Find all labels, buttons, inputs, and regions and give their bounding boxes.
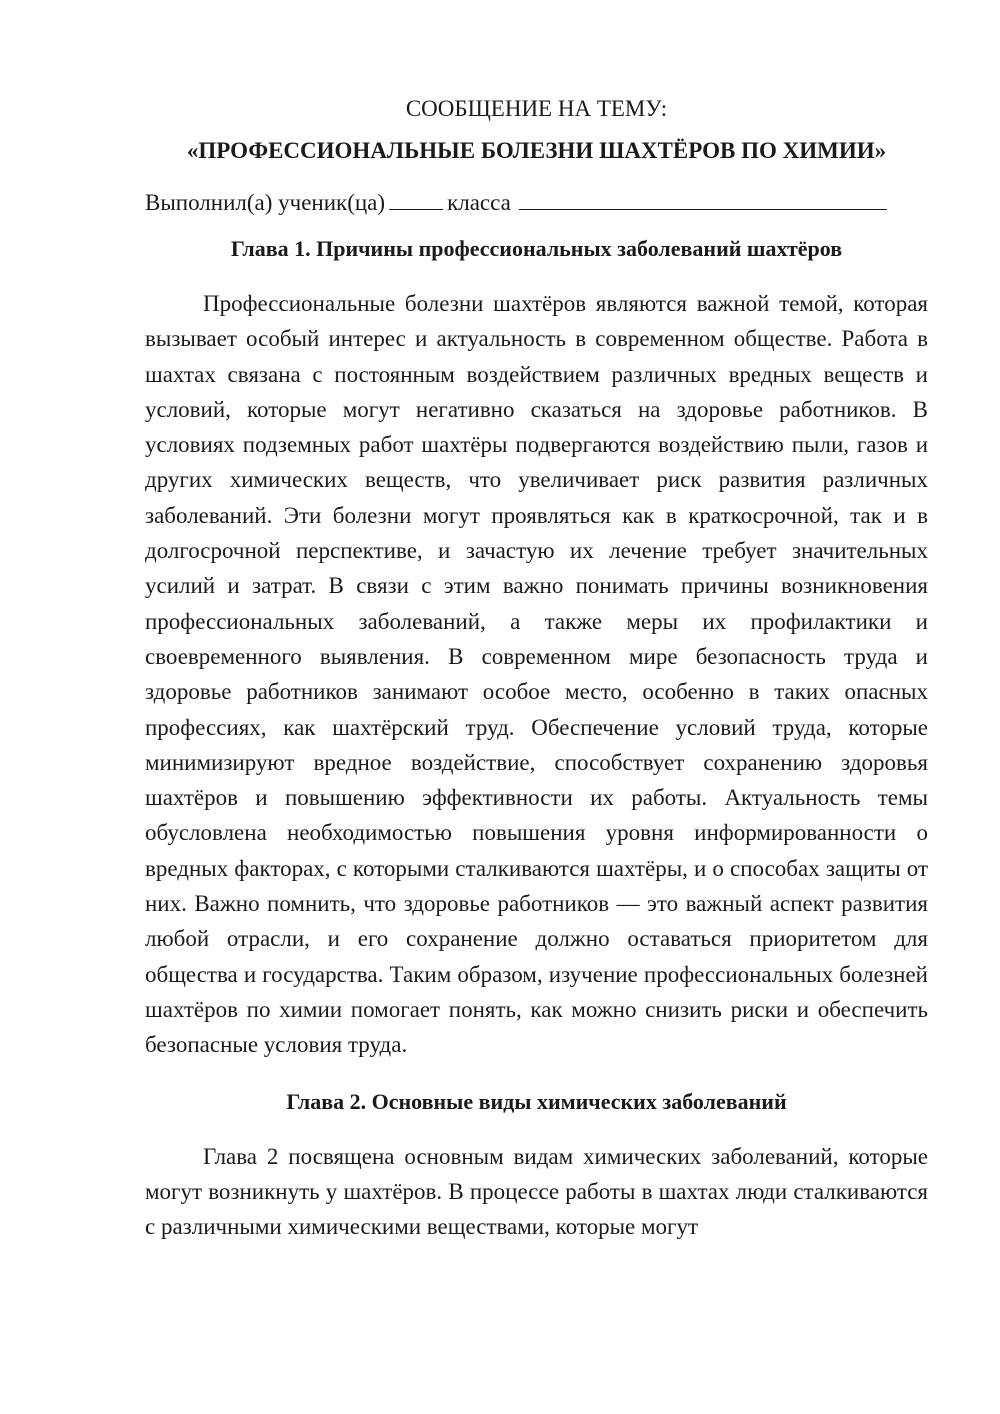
document-title: «ПРОФЕССИОНАЛЬНЫЕ БОЛЕЗНИ ШАХТЁРОВ ПО ХИМИИ» xyxy=(186,138,887,163)
author-label: Выполнил(а) ученик(ца) xyxy=(145,190,386,215)
chapter-1-title: Глава 1. Причины профессиональных заболеваний шахтёров xyxy=(230,236,843,261)
student-name-blank xyxy=(519,189,887,210)
chapter-1-paragraph: Профессиональные болезни шахтёров являются важной темой, которая вызывает особый интерес и актуальность в современном обществе. Работа в шахтах связана с постоянным воздействием различных вредных веществ и условий, которые могут негативно сказаться на здоровье работников. В условиях подземных работ шахтёры подвергаются воздействию пыли, газов и других химических веществ, что увеличивает риск развития различных заболеваний. Эти болезни могут проявляться как в краткосрочной, так и в долгосрочной перспективе, и зачастую их лечение требует значительных усилий и затрат. В связи с этим важно понимать причины возникновения профессиональных заболеваний, а также меры их профилактики и своевременного выявления. В современном мире безопасность труда и здоровье работников занимают особое место, особенно в таких опасных профессиях, как шахтёрский труд. Обеспечение условий труда, которые минимизируют вредное воздействие, способствует сохранению здоровья шахтёров и повышению эффективности их работы. Актуальность темы обусловлена необходимостью повышения уровня информированности о вредных факторах, с которыми сталкиваются шахтёры, и о способах защиты от них. Важно помнить, что здоровье работников — это важный аспект развития любой отрасли, и его сохранение должно оставаться приоритетом для общества и государства. Таким образом, изучение профессиональных болезней шахтёров по химии помогает понять, как можно снизить риски и обеспечить безопасные условия труда. xyxy=(145,291,928,1058)
document-page xyxy=(145,92,928,1244)
chapter-2-paragraph: Глава 2 посвящена основным видам химических заболеваний, которые могут возникнуть у шахтёров. В процессе работы в шахтах люди сталкиваются с различными химическими веществами, которые могут xyxy=(145,1143,928,1240)
chapter-2-title: Глава 2. Основные виды химических заболеваний xyxy=(286,1088,787,1114)
author-line xyxy=(145,186,928,220)
topic-line: СООБЩЕНИЕ НА ТЕМУ: xyxy=(405,96,668,121)
class-label: класса xyxy=(447,190,511,215)
class-number-blank xyxy=(389,189,443,210)
